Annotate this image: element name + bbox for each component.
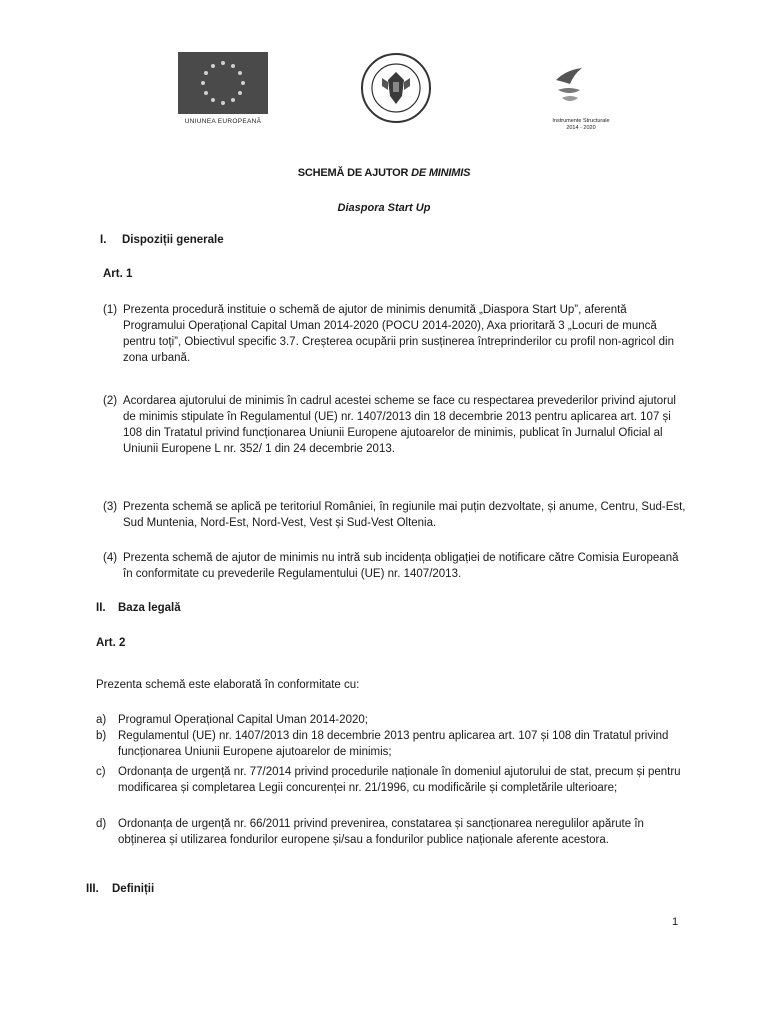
section-3-label: Definiții <box>112 883 155 895</box>
is-caption-line2: 2014 - 2020 <box>566 125 596 131</box>
paragraph-number: (4) <box>103 552 118 564</box>
section-2-label: Baza legală <box>118 602 181 614</box>
paragraph-1 <box>103 302 688 366</box>
list-marker: d) <box>96 818 107 830</box>
paragraph-number: (2) <box>103 395 118 407</box>
paragraph-text: Prezenta schemă se aplică pe teritoriul României, în regiunile mai puțin dezvoltate, și anume, Centru, Sud-Est, Sud Muntenia, Nord-Est, Nord-Vest, Vest și Sud-Vest Oltenia. <box>123 501 686 529</box>
list-text: Programul Operațional Capital Uman 2014-2020; <box>118 714 368 726</box>
legal-basis-item-b <box>96 728 688 760</box>
page-number: 1 <box>672 916 679 928</box>
eu-caption: UNIUNEA EUROPEANĂ <box>184 118 262 125</box>
government-seal-logo <box>360 52 432 124</box>
document-subtitle: Diaspora Start Up <box>337 202 431 214</box>
list-text: Ordonanța de urgență nr. 66/2011 privind prevenirea, constatarea și sancționarea neregulilor apărute în obținerea și utilizarea fondurilor europene și/sau a fondurilor publice naționale aferente acestora. <box>118 818 644 846</box>
legal-basis-item-d <box>96 816 688 864</box>
paragraph-number: (1) <box>103 304 118 316</box>
section-1-number: I. <box>100 234 107 246</box>
section-3-number: III. <box>86 883 99 895</box>
legal-basis-item-c <box>96 764 688 796</box>
eu-flag-logo <box>178 52 268 114</box>
paragraph-3 <box>103 499 688 531</box>
article-2-intro: Prezenta schemă este elaborată în conformitate cu: <box>96 679 360 691</box>
title-emphasis: DE MINIMIS <box>411 167 471 179</box>
section-heading-1 <box>100 234 224 246</box>
article-1-heading: Art. 1 <box>103 268 133 280</box>
list-text: Ordonanța de urgență nr. 77/2014 privind procedurile naționale în domeniul ajutorului de stat, precum și pentru modificarea și completarea Legii concurenței nr. 21/1996, cu modificările și completările ulterioare; <box>118 766 681 794</box>
legal-basis-item-a <box>96 712 688 728</box>
paragraph-text: Prezenta schemă de ajutor de minimis nu intră sub incidența obligației de notificare către Comisia Europeană în conformitate cu prevederile Regulamentului (UE) nr. 1407/2013. <box>123 552 679 580</box>
article-2-heading: Art. 2 <box>96 637 126 649</box>
section-heading-3 <box>86 883 154 895</box>
document-title <box>0 167 768 179</box>
government-seal-text <box>360 126 432 127</box>
structural-instruments-caption <box>536 118 626 132</box>
paragraph-text: Acordarea ajutorului de minimis în cadrul acestei scheme se face cu respectarea prevederilor privind ajutorul de minimis stipulate în Regulamentul (UE) nr. 1407/2013 din 18 decembrie 2013 pentru aplicarea art. 107 și 108 din Tratatul privind funcționarea Uniunii Europene ajutoarelor de minimis, publicat în Jurnalul Oficial al Uniunii Europene L nr. 352/ 1 din 24 decembrie 2013. <box>123 395 676 455</box>
title-prefix: SCHEMĂ DE AJUTOR <box>297 167 412 179</box>
section-2-number: II. <box>96 602 106 614</box>
structural-instruments-logo <box>552 64 588 108</box>
section-heading-2 <box>96 602 181 614</box>
list-marker: b) <box>96 730 107 742</box>
list-marker: c) <box>96 766 106 778</box>
list-marker: a) <box>96 714 107 726</box>
is-caption-line1: Instrumente Structurale <box>552 118 610 124</box>
paragraph-number: (3) <box>103 501 118 513</box>
section-1-label: Dispoziții generale <box>122 234 224 246</box>
paragraph-4 <box>103 550 688 582</box>
paragraph-text: Prezenta procedură instituie o schemă de ajutor de minimis denumită „Diaspora Start Up”, aferentă Programului Operațional Capital Uman 2014-2020 (POCU 2014-2020), Axa prioritară 3 „Locuri de muncă pentru toți”, Obiectivul specific 3.7. Creșterea ocupării prin susținerea întreprinderilor cu profil non-agricol din zona urbană. <box>123 304 674 364</box>
list-text: Regulamentul (UE) nr. 1407/2013 din 18 decembrie 2013 pentru aplicarea art. 107 și 108 din Tratatul privind funcționarea Uniunii Europene ajutoarelor de minimis; <box>118 730 669 758</box>
paragraph-2 <box>103 393 688 457</box>
